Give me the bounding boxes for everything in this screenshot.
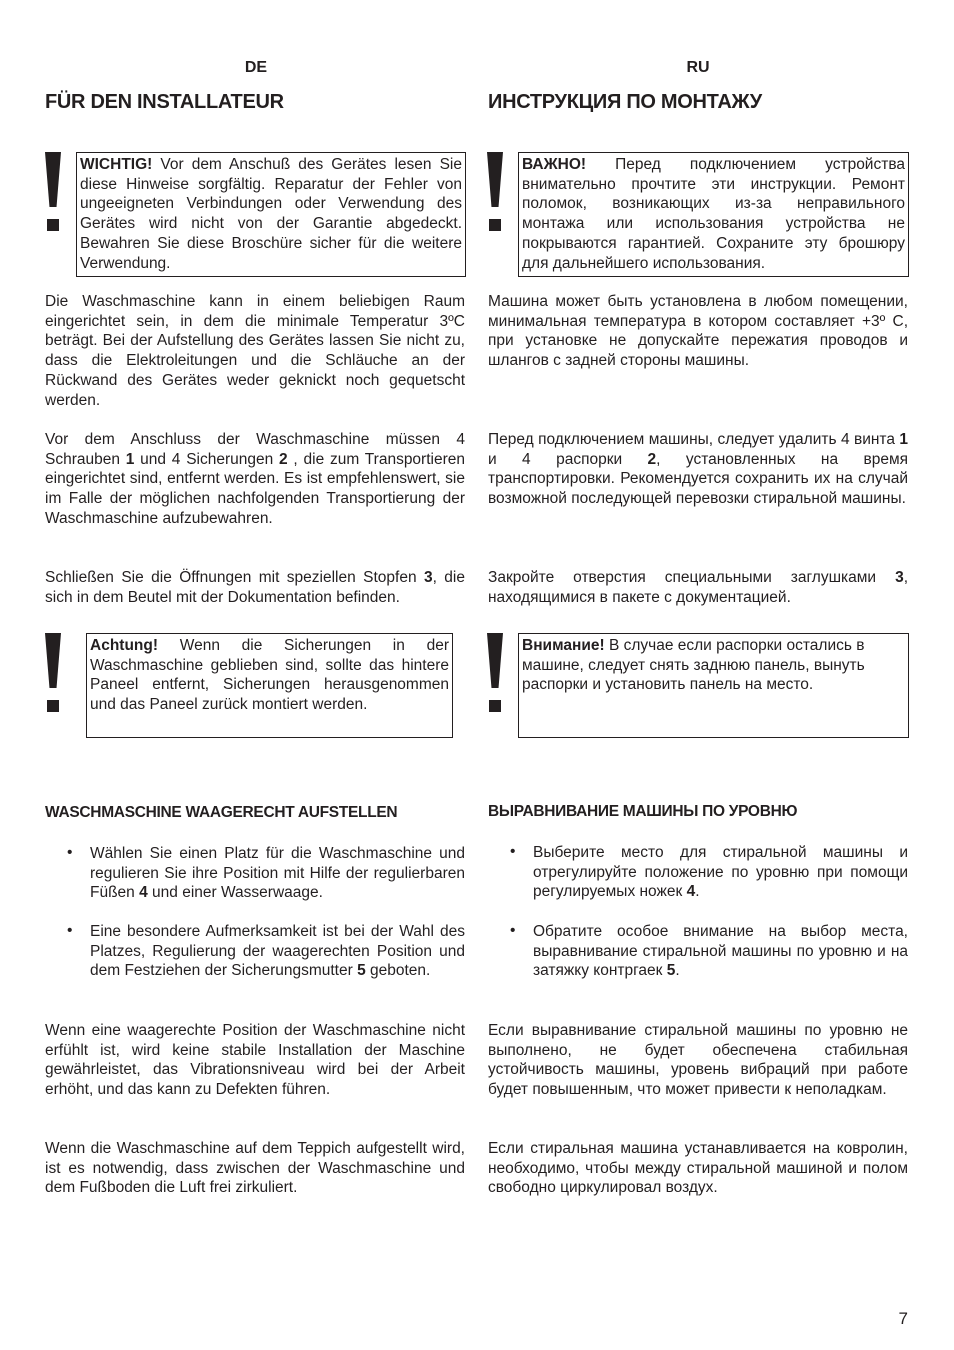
de-attention-notice-text (90, 636, 449, 715)
page-number: 7 (898, 1309, 908, 1328)
part-number-5: 5 (357, 962, 366, 980)
de-para3-text-a: Schließen Sie die Öffnungen mit speziellen Stopfen (45, 569, 424, 586)
de-paragraph-transport-bolts (45, 430, 465, 529)
de-paragraph-plugs (45, 568, 465, 607)
ru-para3-text-b: , находящимися в пакете с документацией. (488, 569, 908, 606)
ru-bullet-1 (533, 843, 908, 902)
de-attention-notice-box (86, 633, 453, 738)
ru-paragraph-carpet: Если стиральная машина устанавливается на ковролин, необходимо, чтобы между стиральной машиной и полом свободно циркулировал воздух. (488, 1140, 908, 1197)
ru-attention-notice-box (518, 633, 909, 738)
ru-paragraph-plugs (488, 568, 908, 607)
ru-important-notice-box (518, 152, 909, 277)
ru-paragraph-stability: Если выравнивание стиральной машины по уровню не выполнено, не будет обеспечена стабильная устойчивость машины, уровень вибраций при работе будет повышенным, что может привести к неполадкам. (488, 1022, 908, 1099)
de-bullet2-text-a: Eine besondere Aufmerksamkeit ist bei der Wahl des Platzes, Regulierung der waagerechten Position und dem Festziehen der Sicherungsmutter (90, 923, 465, 980)
bullet-icon: • (510, 922, 516, 939)
de-attention-label: Achtung! (90, 637, 159, 654)
de-paragraph-stability: Wenn eine waagerechte Position der Waschmaschine nicht erfühlt ist, wird keine stabile Installation der Maschine gewährleistet, das Vibrationsniveau wird bei der Arbeit erhöht, und das kann zu Defekten führen. (45, 1022, 465, 1099)
part-number-1: 1 (125, 450, 135, 468)
ru-attention-label: Внимание! (522, 637, 605, 654)
ru-important-body: Перед подключением устройства внимательно прочтите эти инструкции. Ремонт поломок, возникающих из-за неправильного монтажа или использования устройства не покрываются гарантией. Сохраните эту брошюру для дальнейшего использования. (522, 156, 905, 272)
ru-bullet2-text-a: Обратите особое внимание на выбор места, выравнивание стиральной машины по уровню и на затяжку контргаек (533, 923, 908, 980)
de-important-notice-box (76, 152, 466, 277)
part-number-1: 1 (899, 431, 908, 448)
part-number-5: 5 (666, 962, 676, 980)
ru-bullet-2 (533, 922, 908, 981)
ru-important-notice-text (522, 155, 905, 273)
de-important-body: Vor dem Anschuß des Gerätes lesen Sie diese Hinweise sorgfältig. Reparatur der Fehler von ungeeigneten Verbindungen oder Verwendung des Gerätes wird nicht von der Garantie abgedeckt. Bewahren Sie diese Broschüre sicher für die weitere Verwendung. (80, 156, 462, 272)
ru-bullet1-text-b: . (695, 883, 700, 901)
de-attention-body: Wenn die Sicherungen in der Waschmaschine geblieben sind, sollte das hintere Paneel entfernt, Sicherungen herausgenommen und das Paneel zurück montiert werden. (90, 637, 449, 714)
ru-title: ИНСТРУКЦИЯ ПО МОНТАЖУ (488, 91, 762, 113)
de-bullet1-text-b: und einer Wasserwaage. (147, 884, 323, 902)
de-bullet2-text-b: geboten. (365, 962, 431, 980)
de-para2-text-b: und 4 Sicherungen (134, 450, 280, 468)
part-number-3: 3 (423, 569, 433, 586)
de-para3-text-b: , die sich in dem Beutel mit der Dokumentation befinden. (45, 569, 465, 606)
ru-bullet2-text-b: . (675, 962, 680, 980)
de-title: FÜR DEN INSTALLATEUR (45, 91, 284, 113)
bullet-icon: • (510, 843, 516, 860)
de-bullet1-text-a: Wählen Sie einen Platz für die Waschmaschine und regulieren Sie ihre Position mit Hilfe der regulierbaren Füßen (90, 845, 465, 902)
part-number-2: 2 (279, 450, 288, 468)
ru-para2-text-c: , установленных на время транспортировки. Рекомендуется сохранить их на случай возможной последующей перевозки стиральной машины. (488, 450, 908, 508)
bullet-icon: • (67, 844, 73, 861)
de-para2-text-c: , die zum Transportieren eingerichtet sind, entfernt werden. Es ist empfehlenswert, sie im Falle der möglichen nachfolgenden Transportierung der Waschmaschine aufzubewahren. (45, 450, 465, 527)
part-number-4: 4 (686, 883, 696, 901)
part-number-2: 2 (647, 450, 657, 468)
ru-important-label: ВАЖНО! (522, 156, 587, 173)
de-paragraph-carpet: Wenn die Waschmaschine auf dem Teppich aufgestellt wird, ist es notwendig, dass zwischen der Waschmaschine und dem Fußboden die Luft frei zirkuliert. (45, 1140, 465, 1197)
ru-attention-body: В случае если распорки остались в машине, следует снять заднюю панель, вынуть распорки и установить панель на место. (522, 637, 865, 694)
bullet-icon: • (67, 922, 73, 939)
ru-paragraph-transport-bolts (488, 430, 908, 509)
part-number-3: 3 (895, 569, 904, 586)
ru-bullet1-text-a: Выберите место для стиральной машины и отрегулируйте положение по уровню при помощи регулируемых ножек (533, 844, 908, 901)
de-paragraph-location: Die Waschmaschine kann in einem beliebigen Raum eingerichtet sein, in dem die minimale Temperatur 3ºC beträgt. Bei der Aufstellung des Gerätes lassen Sie nicht zu, dass die Elektroleitungen und die Schläuche an der Rückwand des Gerätes weder geknickt noch gequetscht werden. (45, 293, 465, 409)
ru-para2-text-b: и 4 распорки (488, 450, 648, 468)
de-bullet-2 (90, 922, 465, 981)
de-bullet-1 (90, 844, 465, 903)
ru-attention-notice-text (522, 636, 905, 695)
ru-para2-text-a: Перед подключением машины, следует удалить 4 винта (488, 431, 900, 448)
language-label-ru: RU (686, 59, 710, 76)
de-important-label: WICHTIG! (80, 156, 153, 173)
ru-section-title-leveling: ВЫРАВНИВАНИЕ МАШИНЫ ПО УРОВНЮ (488, 803, 798, 820)
ru-paragraph-location: Машина может быть установлена в любом помещении, минимальная температура в котором составляет +3º С, при установке не допускайте пережатия проводов и шлангов с задней стороны машины. (488, 293, 908, 370)
de-para2-text-a: Vor dem Anschluss der Waschmaschine müssen 4 Schrauben (45, 431, 465, 468)
part-number-4: 4 (139, 884, 148, 902)
de-section-title-leveling: WASCHMASCHINE WAAGERECHT AUFSTELLEN (45, 804, 398, 821)
language-label-de: DE (244, 59, 268, 76)
ru-para3-text-a: Закройте отверстия специальными заглушками (488, 569, 896, 586)
de-important-notice-text (80, 155, 462, 273)
